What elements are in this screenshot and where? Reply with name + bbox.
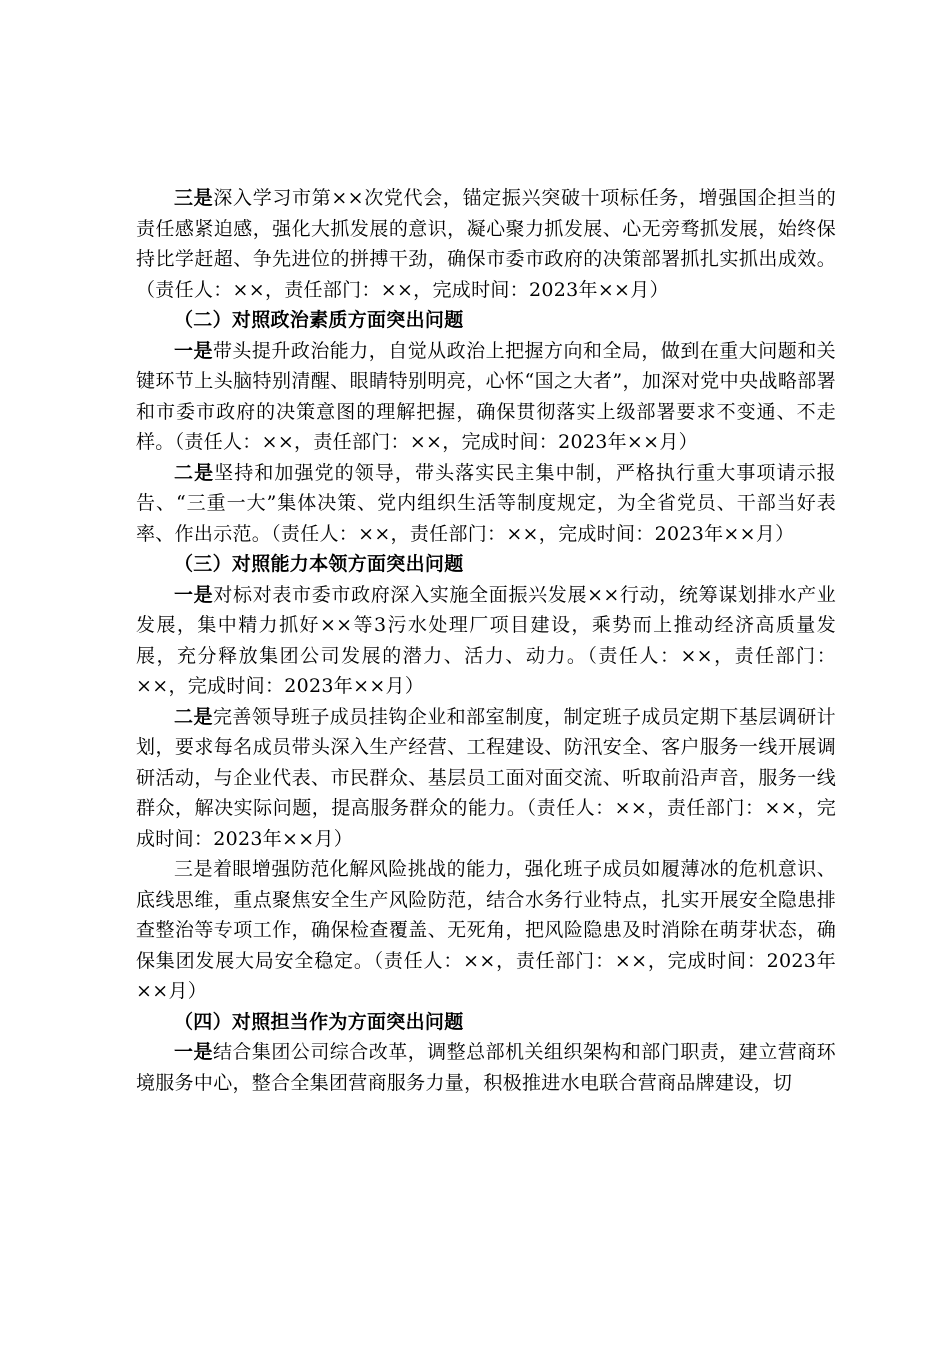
document-page [136,183,836,1098]
section-heading-2: （二）对照政治素质方面突出问题 [174,309,464,331]
paragraph-lead: 三是 [174,187,214,209]
paragraph-2-item-1 [136,336,836,458]
paragraph-lead: 一是 [174,339,213,362]
paragraph-text: 结合集团公司综合改革，调整总部机关组织架构和部门职责，建立营商环境服务中心，整合全集团营商服务力量，积极推进水电联合营商品牌建设，切 [136,1041,836,1094]
section-heading-4: （四）对照担当作为方面突出问题 [174,1010,464,1033]
paragraph-4-item-1 [136,1037,836,1098]
paragraph-2-item-2 [136,458,836,550]
paragraph-text: 对标对表市委市政府深入实施全面振兴发展××行动，统筹谋划排水产业发展，集中精力抓好××等3污水处理厂项目建设，乘势而上推动经济高质量发展，充分释放集团公司发展的潜力、活力、动力。（责任人：××，责任部门：××，完成时间：2023年××月） [136,583,836,697]
paragraph-3-item-1 [136,580,836,702]
paragraph-text: 坚持和加强党的领导，带头落实民主集中制，严格执行重大事项请示报告、“三重一大”集体决策、党内组织生活等制度规定，为全省党员、干部当好表率、作出示范。（责任人：××，责任部门：××，完成时间：2023年××月） [136,461,836,545]
paragraph-text: 完善领导班子成员挂钩企业和部室制度，制定班子成员定期下基层调研计划，要求每名成员带头深入生产经营、工程建设、防汛安全、客户服务一线开展调研活动，与企业代表、市民群众、基层员工面对面交流、听取前沿声音，服务一线群众，解决实际问题，提高服务群众的能力。（责任人：××，责任部门：××，完成时间：2023年××月） [136,705,836,850]
paragraph-3-item-3 [136,183,836,305]
paragraph-3-item-2 [136,702,836,855]
paragraph-text: 带头提升政治能力，自觉从政治上把握方向和全局，做到在重大问题和关键环节上头脑特别清醒、眼睛特别明亮，心怀“国之大者”，加深对党中央战略部署和市委市政府的决策意图的理解把握，确保贯彻落实上级部署要求不变通、不走样。（责任人：××，责任部门：××，完成时间：2023年××月） [136,339,836,453]
paragraph-3-item-3b [136,854,836,1007]
section-heading-3: （三）对照能力本领方面突出问题 [174,553,464,575]
paragraph-lead: 一是 [174,1041,213,1063]
paragraph-lead: 二是 [174,705,213,728]
paragraph-text: 深入学习市第××次党代会，锚定振兴突破十项标任务，增强国企担当的责任感紧迫感，强化大抓发展的意识，凝心聚力抓发展、心无旁骛抓发展，始终保持比学赶超、争先进位的拼搏干劲，确保市委市政府的决策部署抓扎实抓出成效。（责任人：××，责任部门：××，完成时间：2023年××月） [136,187,836,301]
paragraph-text: 三是着眼增强防范化解风险挑战的能力，强化班子成员如履薄冰的危机意识、底线思维，重点聚焦安全生产风险防范，结合水务行业特点，扎实开展安全隐患排查整治等专项工作，确保检查覆盖、无死角，把风险隐患及时消除在萌芽状态，确保集团发展大局安全稳定。（责任人：××，责任部门：××，完成时间：2023年××月） [136,858,836,1002]
paragraph-lead: 二是 [174,461,215,484]
paragraph-lead: 一是 [174,583,214,606]
